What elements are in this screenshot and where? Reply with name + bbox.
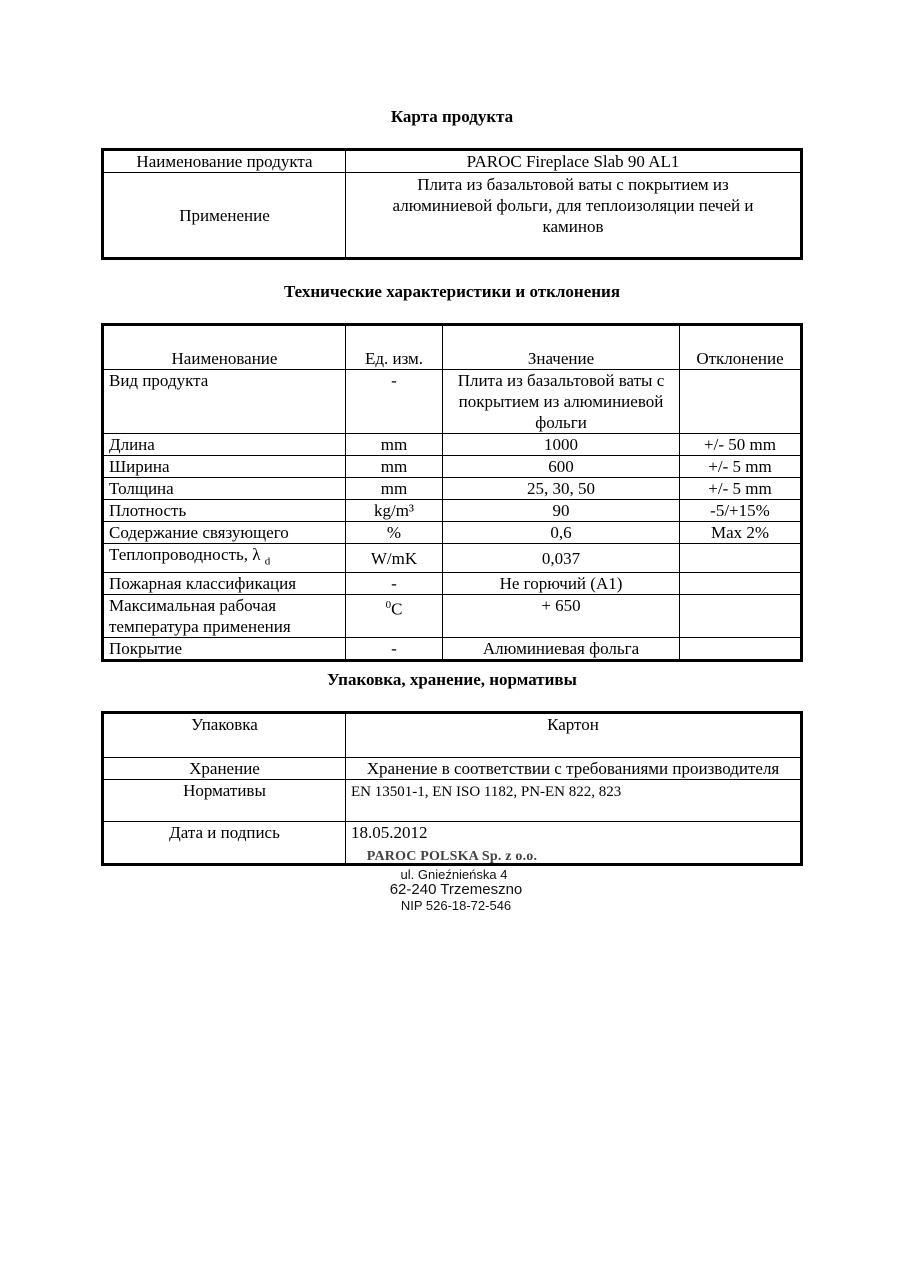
row-unit-superscript: 0 (385, 599, 392, 612)
row-unit: - (346, 638, 443, 661)
tech-section-title: Технические характеристики и отклонения (283, 282, 621, 301)
row-name: Толщина (103, 478, 346, 500)
storage-label: Хранение (103, 758, 346, 780)
tech-header-row (103, 325, 802, 370)
date-label: Дата и подпись (103, 822, 346, 865)
tech-table (101, 323, 803, 662)
pack-section-title: Упаковка, хранение, нормативы (327, 670, 577, 689)
row-value: 0,6 (443, 522, 680, 544)
row-deviation: -5/+15% (680, 500, 802, 522)
row-name: Покрытие (103, 638, 346, 661)
tech-header-name: Наименование (103, 325, 346, 370)
storage-value: Хранение в соответствии с требованиями производителя (346, 758, 802, 780)
standards-label: Нормативы (103, 780, 346, 822)
stamp-nip: NIP 526-18-72-546 (400, 898, 512, 913)
row-value: Алюминиевая фольга (443, 638, 680, 661)
row-deviation: +/- 5 mm (680, 478, 802, 500)
row-unit (346, 595, 443, 638)
row-value: Плита из базальтовой ваты с покрытием из алюминиевой фольги (443, 370, 680, 434)
table-row (103, 638, 802, 661)
table-row (103, 595, 802, 638)
product-name-value: PAROC Fireplace Slab 90 AL1 (346, 150, 802, 173)
row-value: 600 (443, 456, 680, 478)
table-row (103, 573, 802, 595)
table-row (103, 713, 802, 758)
row-deviation: +/- 5 mm (680, 456, 802, 478)
tech-header-unit: Ед. изм. (346, 325, 443, 370)
row-value: 90 (443, 500, 680, 522)
tech-header-value: Значение (443, 325, 680, 370)
tech-header-deviation: Отклонение (680, 325, 802, 370)
row-deviation: Max 2% (680, 522, 802, 544)
row-value: + 650 (443, 595, 680, 638)
standards-value (346, 780, 802, 822)
row-unit: mm (346, 478, 443, 500)
row-unit: % (346, 522, 443, 544)
table-row (103, 500, 802, 522)
stamp-company: PAROC POLSKA Sp. z o.o. (366, 849, 538, 864)
row-value: 1000 (443, 434, 680, 456)
pack-label: Упаковка (103, 713, 346, 758)
stamp-street: ul. Gnieźnieńska 4 (400, 867, 508, 882)
row-name: Плотность (103, 500, 346, 522)
row-unit-text: C (391, 600, 403, 620)
row-unit: kg/m³ (346, 500, 443, 522)
table-row (103, 370, 802, 434)
row-name: Максимальная рабочая температура применения (103, 595, 346, 638)
row-value: 25, 30, 50 (443, 478, 680, 500)
product-table (101, 148, 803, 260)
row-unit: mm (346, 456, 443, 478)
table-row (103, 434, 802, 456)
stamp-city: 62-240 Trzemeszno (389, 881, 523, 898)
table-row (103, 522, 802, 544)
row-value: Не горючий (А1) (443, 573, 680, 595)
row-name (103, 544, 346, 573)
table-row (103, 780, 802, 822)
table-row (103, 456, 802, 478)
row-deviation (680, 595, 802, 638)
table-row (103, 478, 802, 500)
row-deviation: +/- 50 mm (680, 434, 802, 456)
row-name: Длина (103, 434, 346, 456)
row-name-subscript: d (264, 555, 271, 568)
row-name: Вид продукта (103, 370, 346, 434)
pack-table (101, 711, 803, 866)
product-use-label: Применение (103, 173, 346, 259)
page-title: Карта продукта (390, 107, 514, 126)
row-unit: - (346, 370, 443, 434)
pack-value: Картон (346, 713, 802, 758)
row-name: Пожарная классификация (103, 573, 346, 595)
row-unit: mm (346, 434, 443, 456)
standards-text: EN 13501-1, EN ISO 1182, PN-EN 822, 823 (351, 784, 622, 800)
table-row (103, 758, 802, 780)
row-name: Ширина (103, 456, 346, 478)
product-use-value: Плита из базальтовой ваты с покрытием из алюминиевой фольги, для теплоизоляции печей и каминов (346, 173, 802, 259)
row-deviation (680, 638, 802, 661)
product-name-label: Наименование продукта (103, 150, 346, 173)
row-deviation (680, 370, 802, 434)
table-row (103, 544, 802, 573)
row-unit: - (346, 573, 443, 595)
row-deviation (680, 544, 802, 573)
row-name: Содержание связующего (103, 522, 346, 544)
row-deviation (680, 573, 802, 595)
row-value: 0,037 (443, 544, 680, 573)
date-value: 18.05.2012 (346, 822, 802, 865)
row-name-text: Теплопроводность, λ (109, 545, 261, 564)
row-unit: W/mK (346, 544, 443, 573)
